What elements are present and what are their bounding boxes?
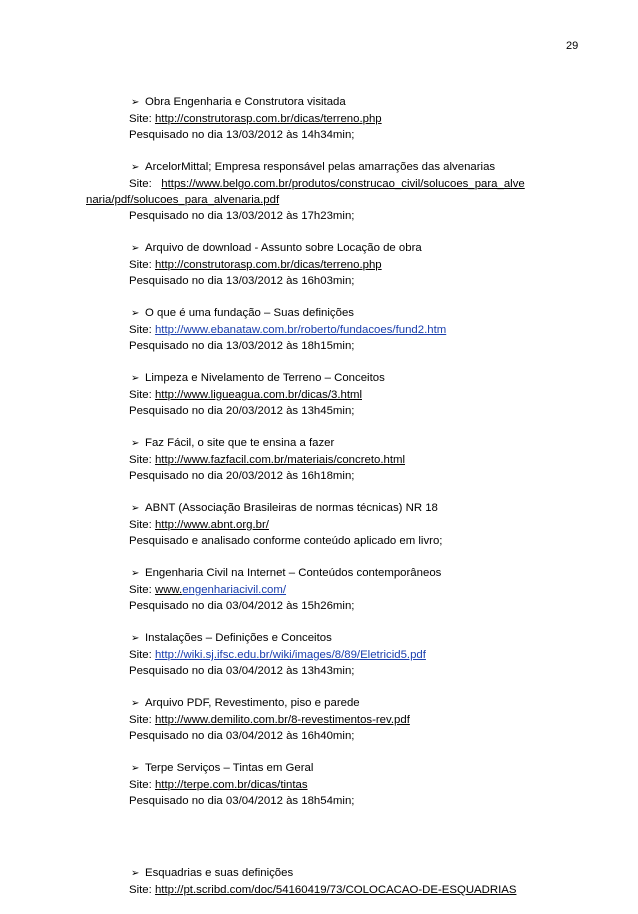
site-link[interactable]: http://pt.scribd.com/doc/54160419/73/COLOCACAO-DE-ESQUADRIAS	[154, 884, 517, 896]
entry-note: Pesquisado no dia 13/03/2012 às 18h15min;	[129, 340, 355, 352]
entry-title: Instalações – Definições e Conceitos	[145, 632, 332, 644]
entry-site-line	[0, 882, 638, 898]
site-link[interactable]: https://www.belgo.com.br/produtos/construcao_civil/solucoes_para_alve	[161, 178, 525, 190]
site-label: Site:	[129, 714, 152, 726]
entry-title-line	[0, 305, 638, 322]
reference-entry	[0, 305, 638, 354]
site-link[interactable]: http://construtorasp.com.br/dicas/terreno.php	[154, 113, 382, 125]
page-number: 29	[566, 40, 579, 52]
site-label: Site:	[129, 779, 152, 791]
reference-entry	[0, 94, 638, 143]
entry-title: ABNT (Associação Brasileiras de normas técnicas) NR 18	[145, 502, 438, 514]
entry-title-line	[0, 630, 638, 647]
entry-site-line	[0, 176, 638, 192]
entry-note: Pesquisado no dia 13/03/2012 às 14h34min;	[129, 129, 355, 141]
reference-entry	[0, 370, 638, 419]
site-link-continued[interactable]: naria/pdf/solucoes_para_alvenaria.pdf	[86, 194, 280, 206]
entry-note: Pesquisado no dia 03/04/2012 às 18h54min;	[129, 795, 355, 807]
entry-note: Pesquisado no dia 03/04/2012 às 15h26min;	[129, 600, 355, 612]
site-link[interactable]: http://www.fazfacil.com.br/materiais/concreto.html	[154, 454, 406, 466]
reference-entry	[0, 695, 638, 744]
arrow-bullet-icon: ➢	[131, 97, 140, 108]
arrow-bullet-icon: ➢	[131, 763, 140, 774]
entry-title: Esquadrias e suas definições	[145, 867, 294, 879]
arrow-bullet-icon: ➢	[131, 308, 140, 319]
reference-entry	[0, 630, 638, 679]
entry-site-line	[0, 647, 638, 663]
arrow-bullet-icon: ➢	[131, 162, 140, 173]
entry-title-line	[0, 435, 638, 452]
site-label: Site:	[129, 389, 152, 401]
entry-site-line	[0, 712, 638, 728]
site-link[interactable]: http://terpe.com.br/dicas/tintas	[154, 779, 308, 791]
site-link[interactable]: http://www.ebanataw.com.br/roberto/fundacoes/fund2.htm	[154, 324, 447, 336]
site-label: Site:	[129, 324, 152, 336]
site-link[interactable]: http://www.abnt.org.br/	[154, 519, 269, 531]
site-label: Site:	[129, 519, 152, 531]
entry-title-line	[0, 500, 638, 517]
arrow-bullet-icon: ➢	[131, 438, 140, 449]
entry-site-line	[0, 111, 638, 127]
site-label: Site:	[129, 113, 152, 125]
entry-note: Pesquisado no dia 13/03/2012 às 16h03min;	[129, 275, 355, 287]
entry-title-line	[0, 695, 638, 712]
entry-note: Pesquisado e analisado conforme conteúdo aplicado em livro;	[129, 535, 443, 547]
entry-note: Pesquisado no dia 20/03/2012 às 16h18min;	[129, 470, 355, 482]
entry-site-line	[0, 387, 638, 403]
site-label: Site:	[129, 884, 152, 896]
arrow-bullet-icon: ➢	[131, 633, 140, 644]
reference-entry	[0, 159, 638, 224]
site-label: Site:	[129, 649, 152, 661]
entry-site-line	[0, 517, 638, 533]
entry-title-line	[0, 865, 638, 882]
entry-title-line	[0, 565, 638, 582]
blank-space	[0, 825, 638, 865]
arrow-bullet-icon: ➢	[131, 868, 140, 879]
entry-site-line	[0, 777, 638, 793]
entry-note: Pesquisado no dia 03/04/2012 às 16h40min;	[129, 730, 355, 742]
arrow-bullet-icon: ➢	[131, 698, 140, 709]
entry-note: Pesquisado no dia 13/03/2012 às 17h23min;	[129, 210, 355, 222]
site-link[interactable]: engenhariacivil.com/	[182, 584, 287, 596]
reference-entry	[0, 435, 638, 484]
reference-entry	[0, 500, 638, 549]
entry-title: Obra Engenharia e Construtora visitada	[145, 96, 346, 108]
arrow-bullet-icon: ➢	[131, 243, 140, 254]
entry-title: O que é uma fundação – Suas definições	[145, 307, 354, 319]
entry-site-line	[0, 257, 638, 273]
entry-title: Engenharia Civil na Internet – Conteúdos contemporâneos	[145, 567, 442, 579]
entry-site-line	[0, 582, 638, 598]
entry-title: Faz Fácil, o site que te ensina a fazer	[145, 437, 335, 449]
entry-title-line	[0, 370, 638, 387]
entry-title-line	[0, 760, 638, 777]
arrow-bullet-icon: ➢	[131, 568, 140, 579]
entry-title: Limpeza e Nivelamento de Terreno – Conceitos	[145, 372, 385, 384]
site-label: Site:	[129, 584, 152, 596]
site-label: Site:	[129, 454, 152, 466]
site-link[interactable]: http://construtorasp.com.br/dicas/terreno.php	[154, 259, 382, 271]
reference-entry	[0, 240, 638, 289]
entry-site-line-continued	[0, 192, 638, 208]
entry-title-line	[0, 94, 638, 111]
site-label: Site:	[129, 259, 152, 271]
entry-title: Arquivo de download - Assunto sobre Locação de obra	[145, 242, 422, 254]
site-label: Site:	[129, 178, 152, 190]
site-link-prefix[interactable]: www.	[154, 584, 183, 596]
site-link[interactable]: http://wiki.sj.ifsc.edu.br/wiki/images/8/89/Eletricid5.pdf	[154, 649, 426, 661]
reference-entry	[0, 760, 638, 809]
entry-note: Pesquisado no dia 03/04/2012 às 13h43min;	[129, 665, 355, 677]
entry-site-line	[0, 452, 638, 468]
entry-note: Pesquisado no dia 20/03/2012 às 13h45min;	[129, 405, 355, 417]
arrow-bullet-icon: ➢	[131, 373, 140, 384]
entry-title: Arquivo PDF, Revestimento, piso e parede	[145, 697, 360, 709]
site-link[interactable]: http://www.demilito.com.br/8-revestimentos-rev.pdf	[154, 714, 410, 726]
entry-title: Terpe Serviços – Tintas em Geral	[145, 762, 314, 774]
reference-list	[0, 94, 638, 914]
site-link[interactable]: http://www.ligueagua.com.br/dicas/3.html	[154, 389, 362, 401]
arrow-bullet-icon: ➢	[131, 503, 140, 514]
reference-entry	[0, 565, 638, 614]
entry-title-line	[0, 159, 638, 176]
entry-title-line	[0, 240, 638, 257]
entry-title: ArcelorMittal; Empresa responsável pelas amarrações das alvenarias	[145, 161, 496, 173]
reference-entry	[0, 865, 638, 898]
entry-site-line	[0, 322, 638, 338]
